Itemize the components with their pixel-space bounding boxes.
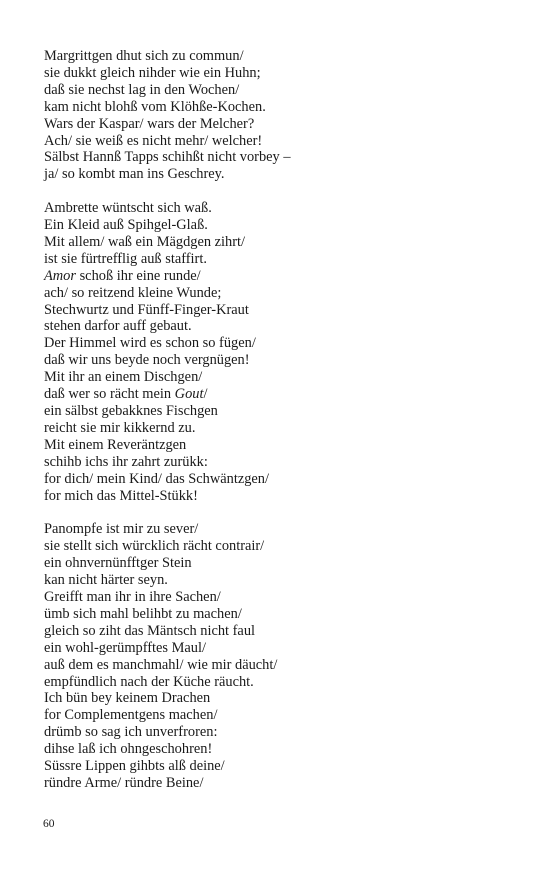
verse-line: Süssre Lippen gihbts alß deine/ [44, 758, 225, 775]
verse-line: Greifft man ihr in ihre Sachen/ [44, 588, 221, 605]
verse-line: Stechwurtz und Fünff-Finger-Kraut [44, 301, 249, 318]
verse-line: kan nicht härter seyn. [44, 572, 168, 589]
verse-line: Sälbst Hannß Tapps schihßt nicht vorbey – [44, 149, 291, 166]
stanza-2 [44, 200, 514, 504]
verse-line: reicht sie mir kikkernd zu. [44, 419, 196, 436]
verse-line: ach/ so reitzend kleine Wunde; [44, 284, 222, 301]
verse-line: Mit ihr an einem Dischgen/ [44, 369, 203, 386]
verse-line: daß sie nechst lag in den Wochen/ [44, 81, 240, 98]
verse-line: ja/ so kombt man ins Geschrey. [44, 166, 225, 183]
verse-line: Margrittgen dhut sich zu commun/ [44, 48, 244, 64]
verse-line: for mich das Mittel-Stükk! [44, 487, 198, 504]
verse-line: for Complementgens machen/ [44, 707, 218, 724]
verse-line: ümb sich mahl belihbt zu machen/ [44, 605, 242, 622]
verse-line: Mit einem Reveräntzgen [44, 436, 187, 453]
stanza-divider [44, 183, 514, 200]
verse-line: empfündlich nach der Küche räucht. [44, 673, 254, 690]
italic-word: Gout [174, 386, 204, 403]
verse-line: Ein Kleid auß Spihgel-Glaß. [44, 217, 208, 234]
verse-line: dihse laß ich ohngeschohren! [44, 741, 213, 758]
stanza-divider [44, 504, 514, 521]
verse-line: daß wir uns beyde noch vergnügen! [44, 352, 250, 369]
verse-line: drümb so sag ich unverfroren: [44, 724, 218, 741]
verse-line: Der Himmel wird es schon so fügen/ [44, 335, 256, 352]
poem-text [44, 48, 514, 792]
verse-line: daß wer so rächt mein Gout/ [44, 386, 208, 403]
verse-line: sie dukkt gleich nihder wie ein Huhn; [44, 64, 261, 81]
verse-line: ein wohl-gerümpfftes Maul/ [44, 639, 206, 656]
verse-line: Ich bün bey keinem Drachen [44, 690, 211, 707]
stanza-3 [44, 521, 514, 792]
verse-line: sie stellt sich würcklich rächt contrair/ [44, 538, 265, 555]
verse-line: schihb ichs ihr zahrt zurükk: [44, 453, 208, 470]
verse-line: auß dem es manchmahl/ wie mir däucht/ [44, 656, 278, 673]
verse-line: ründre Arme/ ründre Beine/ [44, 774, 204, 791]
page-number: 60 [43, 818, 55, 830]
verse-line: Amor schoß ihr eine runde/ [44, 267, 201, 284]
verse-line: for dich/ mein Kind/ das Schwäntzgen/ [44, 470, 270, 487]
verse-line: Ach/ sie weiß es nicht mehr/ welcher! [44, 132, 263, 149]
verse-line: stehen darfor auff gebaut. [44, 318, 192, 335]
verse-line: ein sälbst gebakknes Fischgen [44, 403, 218, 420]
verse-line: Panompfe ist mir zu sever/ [44, 521, 199, 538]
verse-line: Wars der Kaspar/ wars der Melcher? [44, 115, 255, 132]
verse-line: ein ohnvernünfftger Stein [44, 555, 192, 572]
verse-line: gleich so ziht das Mäntsch nicht faul [44, 622, 256, 639]
stanza-1 [44, 48, 514, 183]
verse-line: Ambrette wüntscht sich waß. [44, 200, 212, 217]
verse-line: kam nicht blohß vom Klöhße-Kochen. [44, 98, 266, 115]
verse-line: ist sie fürtrefflig auß staffirt. [44, 250, 207, 267]
italic-word: Amor [44, 267, 76, 284]
verse-line: Mit allem/ waß ein Mägdgen zihrt/ [44, 233, 246, 250]
